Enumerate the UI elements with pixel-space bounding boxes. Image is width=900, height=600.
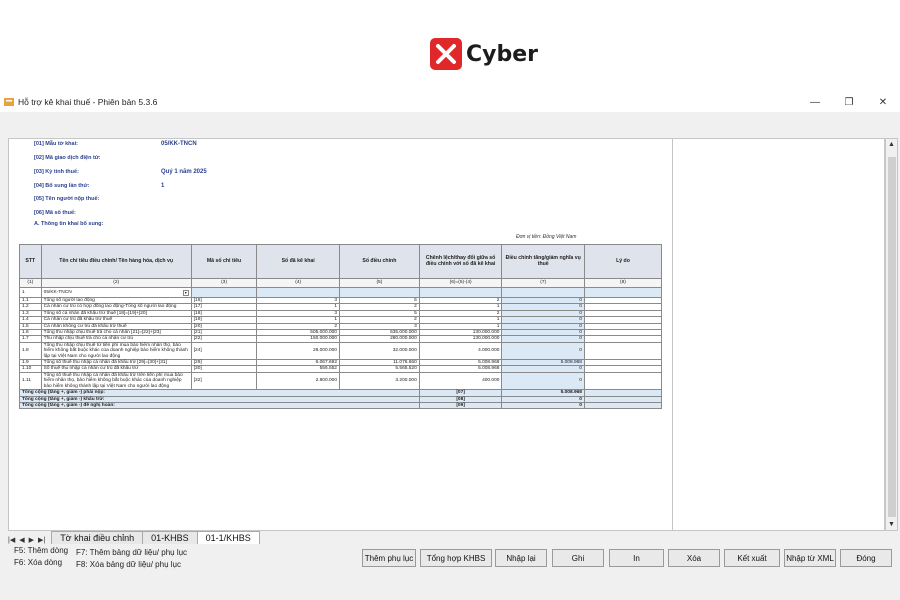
meta-label-05: [05] Tên người nộp thuế: (34, 196, 100, 202)
row-adjusted[interactable]: 5 (339, 298, 419, 304)
cyber-logo (430, 38, 538, 70)
row-adjusted[interactable]: 5.565.520 (339, 366, 419, 372)
index-cell: (4) (257, 279, 340, 288)
row-name: Số thuế thu nhập cá nhân cư trú đã khấu trừ (41, 366, 191, 372)
row-adjustment[interactable]: 5.008.968 (502, 360, 585, 366)
summary-khbs-button[interactable]: Tổng hợp KHBS (420, 549, 492, 567)
reenter-button[interactable]: Nhập lại (495, 549, 547, 567)
meta-value-03: Quý 1 năm 2025 (161, 169, 207, 175)
next-tab-icon[interactable]: ▶ (28, 537, 34, 544)
row-stt: 1.11 (20, 372, 42, 389)
row-code: [22] (191, 336, 257, 342)
row-diff: 5.008.968 (419, 360, 502, 366)
print-button[interactable]: In (609, 549, 664, 567)
row-stt: 1.1 (20, 298, 42, 304)
row-adjustment[interactable]: 0 (502, 342, 585, 359)
row-adjusted[interactable]: 32.000.000 (339, 342, 419, 359)
col-header: Chênh lệch/thay đổi giữa số điều chỉnh với số đã kê khai (419, 245, 502, 279)
scroll-up-icon[interactable]: ▲ (888, 141, 895, 148)
col-header: Tên chỉ tiêu điều chỉnh/ Tên hàng hóa, dịch vụ (41, 245, 191, 279)
chevron-down-icon[interactable]: ▾ (184, 289, 187, 295)
app-icon (3, 96, 15, 108)
row-stt: 1.2 (20, 304, 42, 310)
total-empty (584, 402, 661, 408)
row-declared[interactable]: 1 (257, 317, 340, 323)
row-code: [20] (191, 323, 257, 329)
row-stt: 1.6 (20, 330, 42, 336)
row-declared[interactable]: 3 (257, 310, 340, 316)
import-xml-button[interactable]: Nhập từ XML (784, 549, 836, 567)
row-diff: 130.000.000 (419, 336, 502, 342)
row-adjustment[interactable]: 0 (502, 323, 585, 329)
tab-01-1-khbs[interactable]: 01-1/KHBS (197, 531, 260, 544)
row-name: Thu nhập chịu thuế trả cho cá nhân cư trú (41, 336, 191, 342)
row-declared[interactable]: 2.800.000 (257, 372, 340, 389)
minimize-button[interactable]: — (810, 96, 820, 108)
title-bar (0, 92, 900, 112)
index-cell: (2) (41, 279, 191, 288)
row-stt: 1.4 (20, 317, 42, 323)
row-declared[interactable]: 150.000.000 (257, 336, 340, 342)
row-code: [24] (191, 342, 257, 359)
row-stt: 1.3 (20, 310, 42, 316)
save-button[interactable]: Ghi (552, 549, 604, 567)
total-rows (20, 390, 662, 409)
table-row (20, 342, 662, 359)
form-row-stt: 1 (20, 288, 42, 298)
row-code: [18] (191, 310, 257, 316)
row-stt: 1.8 (20, 342, 42, 359)
tab-to-khai-dieu-chinh[interactable]: Tờ khai điều chỉnh (51, 531, 143, 544)
row-declared[interactable]: 505.000.000 (257, 330, 340, 336)
row-stt: 1.10 (20, 366, 42, 372)
row-code: [21] (191, 330, 257, 336)
row-name: Cá nhân cư trú đã khấu trừ thuế (41, 317, 191, 323)
row-diff: 400.000 (419, 372, 502, 389)
hint-f7: F7: Thêm bảng dữ liệu/ phụ lục (76, 548, 188, 557)
meta-value-01[interactable]: 05/KK-TNCN (161, 141, 197, 147)
meta-label-06: [06] Mã số thuế: (34, 210, 76, 216)
table-cell (502, 288, 585, 298)
meta-label-03: [03] Kỳ tính thuế: (34, 169, 79, 175)
index-cell: (8) (584, 279, 661, 288)
row-adjusted[interactable]: 11.076.660 (339, 360, 419, 366)
row-name: Tổng số thuế thu nhập cá nhân đã khấu trừ trên tiền phí mua bảo hiểm nhân thọ, bảo hiểm không bắt buộc khác của doanh nghiệp bảo hiểm không thành lập tại Việt Nam cho người lao động (41, 372, 191, 389)
row-declared[interactable]: 6.067.692 (257, 360, 340, 366)
row-adjustment[interactable]: 0 (502, 317, 585, 323)
row-adjusted[interactable]: 635.000.000 (339, 330, 419, 336)
vertical-scrollbar[interactable] (885, 138, 898, 531)
table-cell (339, 288, 419, 298)
row-adjusted[interactable]: 3 (339, 323, 419, 329)
close-button[interactable]: ✕ (878, 96, 888, 108)
add-appendix-button[interactable]: Thêm phụ lục (362, 549, 416, 567)
total-value: 0 (502, 402, 585, 408)
table-cell (191, 288, 257, 298)
row-adjustment[interactable]: 0 (502, 310, 585, 316)
last-tab-icon[interactable]: ▶| (37, 537, 46, 544)
row-name: Tổng thu nhập chịu thuế trả cho cá nhân [21]=[22]+[23] (41, 330, 191, 336)
total-label: Tổng cộng (tăng +, giảm -) đề nghị hoàn: (20, 402, 420, 408)
window-title: Hỗ trợ kê khai thuế - Phiên bản 5.3.6 (18, 97, 158, 107)
adjustment-table (19, 244, 662, 409)
row-diff: 130.000.000 (419, 330, 502, 336)
row-adjusted[interactable]: 280.000.000 (339, 336, 419, 342)
meta-label-a: A. Thông tin khai bổ sung: (34, 221, 104, 227)
row-code: [30] (191, 366, 257, 372)
side-panel (673, 138, 885, 531)
index-row (20, 279, 662, 288)
sheet-tabs (8, 531, 259, 544)
row-diff: 2 (419, 298, 502, 304)
table-header-row (20, 245, 662, 279)
row-stt: 1.9 (20, 360, 42, 366)
row-adjustment[interactable]: 0 (502, 372, 585, 389)
col-header: Số điều chỉnh (339, 245, 419, 279)
scroll-down-icon[interactable]: ▼ (888, 521, 895, 528)
row-code: [32] (191, 372, 257, 389)
row-adjusted[interactable]: 5 (339, 310, 419, 316)
row-name: Tổng thu nhập chịu thuế từ tiền phí mua bảo hiểm nhân thọ, bảo hiểm không bắt buộc khác của doanh nghiệp bảo hiểm không thành lập tại Việt Nam cho người lao động (41, 342, 191, 359)
row-diff: 1 (419, 323, 502, 329)
row-code: [16] (191, 298, 257, 304)
hint-f5: F5: Thêm dòng (14, 546, 69, 555)
meta-label-04: [04] Bổ sung lần thứ: (34, 183, 90, 189)
table-cell (584, 288, 661, 298)
total-label: Tổng cộng (tăng +, giảm -) khấu trừ: (20, 396, 420, 402)
form-select-row (20, 288, 662, 298)
row-name: Cá nhân không cư trú đã khấu trừ thuế (41, 323, 191, 329)
row-adjusted[interactable]: 2 (339, 317, 419, 323)
scroll-thumb[interactable] (888, 157, 896, 517)
row-adjusted[interactable]: 2 (339, 304, 419, 310)
row-name: Tổng số cá nhân đã khấu trừ thuế [18]=[19]+[20] (41, 310, 191, 316)
row-name: Cá nhân cư trú có hợp đồng lao động-Tổng số người lao động (41, 304, 191, 310)
col-header: STT (20, 245, 42, 279)
row-adjustment[interactable]: 0 (502, 330, 585, 336)
row-declared[interactable]: 1 (257, 304, 340, 310)
prev-tab-icon[interactable]: ◀ (19, 537, 25, 544)
row-code: [17] (191, 304, 257, 310)
cyber-logo-icon (430, 38, 462, 70)
col-header: Điều chỉnh tăng/giảm nghĩa vụ thuế (502, 245, 585, 279)
index-cell: (1) (20, 279, 42, 288)
row-adjustment[interactable]: 0 (502, 366, 585, 372)
meta-label-01: [01] Mẫu tờ khai: (34, 141, 78, 147)
index-cell: (7) (502, 279, 585, 288)
total-value: 0 (502, 396, 585, 402)
total-code: [08] (419, 396, 502, 402)
row-adjusted[interactable]: 3.200.000 (339, 372, 419, 389)
total-label: Tổng cộng (tăng +, giảm -) phải nộp: (20, 390, 420, 396)
col-header: Lý do (584, 245, 661, 279)
brand-name: Cyber (466, 41, 539, 67)
row-reason[interactable] (584, 342, 661, 359)
row-declared[interactable]: 28.000.000 (257, 342, 340, 359)
delete-button[interactable]: Xóa (668, 549, 720, 567)
maximize-button[interactable]: ❐ (844, 96, 854, 108)
index-cell: (3) (191, 279, 257, 288)
row-adjustment[interactable]: 0 (502, 336, 585, 342)
total-value: 5.008.968 (502, 390, 585, 396)
redacted-box (154, 190, 248, 226)
row-declared[interactable]: 556.552 (257, 366, 340, 372)
col-header: Mã số chỉ tiêu (191, 245, 257, 279)
index-cell: (5) (339, 279, 419, 288)
tab-nav (8, 536, 45, 544)
row-diff: 2 (419, 310, 502, 316)
row-stt: 1.7 (20, 336, 42, 342)
row-diff: 1 (419, 317, 502, 323)
meta-value-04: 1 (161, 183, 165, 189)
row-declared[interactable]: 2 (257, 323, 340, 329)
row-diff: 1 (419, 304, 502, 310)
table-cell (257, 288, 340, 298)
row-diff: 4.000.000 (419, 342, 502, 359)
first-tab-icon[interactable]: |◀ (8, 537, 16, 544)
row-code: [29] (191, 360, 257, 366)
row-declared[interactable]: 3 (257, 298, 340, 304)
row-adjustment[interactable]: 0 (502, 298, 585, 304)
row-name: Tổng số thuế thu nhập cá nhân đã khấu trừ [29]=[30]+[31] (41, 360, 191, 366)
data-rows (20, 298, 662, 390)
total-row (20, 402, 662, 408)
form-select-value: 05/KK-TNCN (43, 289, 72, 295)
tab-01-khbs[interactable]: 01-KHBS (142, 531, 198, 544)
table-cell (419, 288, 502, 298)
row-reason[interactable] (584, 372, 661, 389)
close-form-button[interactable]: Đóng (840, 549, 892, 567)
row-diff: 5.008.968 (419, 366, 502, 372)
table-row (20, 372, 662, 389)
index-cell: (6)=(5)-(4) (419, 279, 502, 288)
form-select[interactable] (41, 288, 191, 298)
row-name: Tổng số người lao động (41, 298, 191, 304)
unit-note: Đơn vị tiền: Đồng Việt Nam (516, 234, 577, 240)
col-header: Số đã kê khai (257, 245, 340, 279)
meta-label-02: [02] Mã giao dịch điện tử: (34, 155, 101, 161)
total-code: [07] (419, 390, 502, 396)
row-adjustment[interactable]: 0 (502, 304, 585, 310)
row-stt: 1.5 (20, 323, 42, 329)
hint-f6: F6: Xóa dòng (14, 558, 63, 567)
total-code: [09] (419, 402, 502, 408)
hint-f8: F8: Xóa bảng dữ liệu/ phụ lục (76, 560, 181, 569)
row-code: [19] (191, 317, 257, 323)
export-button[interactable]: Kết xuất (724, 549, 780, 567)
